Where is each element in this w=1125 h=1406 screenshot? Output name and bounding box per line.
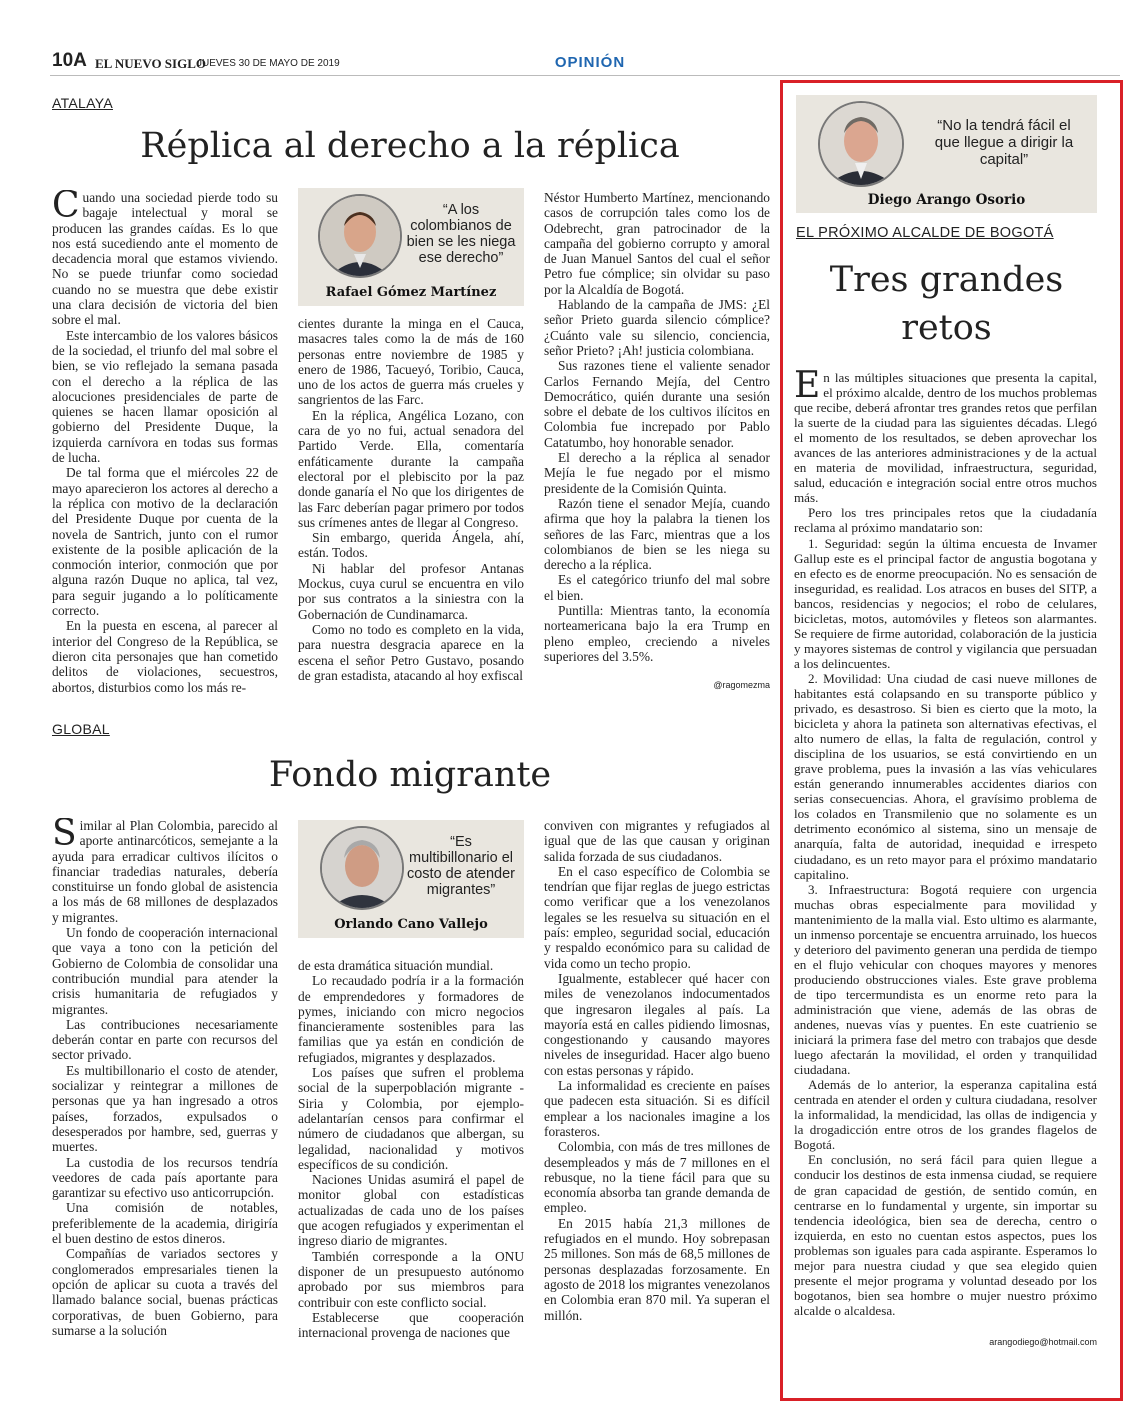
header-rule bbox=[50, 75, 1120, 76]
article3-author-name: Diego Arango Osorio bbox=[867, 192, 1026, 208]
page-number: 10A bbox=[52, 50, 87, 71]
article2-pull-quote-box bbox=[298, 820, 524, 938]
paragraph: Una comisión de notables, preferiblemente de la academia, dirigiría el buen destino de estos dineros. bbox=[52, 1200, 278, 1247]
paragraph: En la puesta en escena, al parecer al interior del Congreso de la República, se dieron cita personajes que han cometido delitos de violaciones, secuestros, abortos, disturbios como los más re- bbox=[52, 618, 278, 695]
article1-pull-quote: “A los colombianos de bien se les niega ese derecho” bbox=[406, 202, 516, 266]
newspaper-name: EL NUEVO SIGLO bbox=[95, 56, 206, 71]
paragraph: De tal forma que el miércoles 22 de mayo aparecieron los actores al derecho a la réplica con motivo de la declaración del Presidente Duque por cuenta de la novela de Santrich, junto con el rumor existente de la posible aplicación de la conmoción interior, conmoción que por alguna razón Duque no aplica, tal vez, para seguir jugando a lo políticamente correcto. bbox=[52, 465, 278, 619]
paragraph: 2. Movilidad: Una ciudad de casi nueve millones de habitantes está colapsando en su transporte público y privado, es desastroso. Si bien es cierto que la moto, la bicicleta y ahora la patineta son alternativas efectivas, el alto numero de ellas, la falta de regulación, control y disciplina de los usuarios, se está convirtiendo en un grave problema, pues la invasión a las vías vehiculares están generando innumerables accidentes diarios con serias consecuencias. Ahora, el gravísimo problema de los colados en Transmilenio que no solamente es un detrimento económico al sistema, sino un mensaje de anarquía, falta de autoridad, inequidad e irrespeto ciudadano, es un reto mayor para el próximo mandatario capitalino. bbox=[794, 670, 1097, 882]
paragraph: Pero los tres principales retos que la ciudadanía reclama al próximo mandatario son: bbox=[794, 505, 1097, 536]
paragraph: Un fondo de cooperación internacional que vaya a tono con la petición del Gobierno de Colombia de consolidar una contribución mundial para atender la crisis humanitaria de refugiados y migrantes. bbox=[52, 925, 278, 1017]
paragraph: 1. Seguridad: según la última encuesta de Invamer Gallup este es el principal factor de angustia bogotana y en efecto es de enorme preocupación. No es sensación de inseguridad, es realidad. Los atracos en buses del SITP, a bancos, residencias y negocios; el robo de celulares, bicicletas, motos, automóviles y fleteos son alarmantes. Se requiere de firme autoridad, colaboración de la justicia y mayores sistemas de control y vigilancia que persuadan a los delincuentes. bbox=[794, 535, 1097, 671]
paragraph: Lo recaudado podría ir a la formación de emprendedores y formadores de pymes, iniciando con micro negocios financieramente sostenibles para las familias que ya están en condición de refugiados, migrantes y desplazados. bbox=[298, 973, 524, 1065]
paragraph: En las múltiples situaciones que presenta la capital, el próximo alcalde, dentro de los muchos problemas que recibe, deberá afrontar tres grandes retos que perfilan la suerte de la ciudad para las siguientes décadas. Llegó el momento de los resultados, se deben aprovechar los avances de las anteriores administraciones y de la actual en materia de movilidad, infraestructura, seguridad, salud, educación e integración social entre otros muchos más. bbox=[794, 370, 1097, 506]
paragraph: En la réplica, Angélica Lozano, con cara de yo no fui, actual senadora del Partido Verde. Ella, comentaría enfáticamente durante la campaña electoral por el plebiscito por la paz donde ganaría el No que los dirigentes de las Farc deberían pagar primero por todos sus crímenes antes de llegar al Congreso. bbox=[298, 407, 524, 530]
paragraph: Igualmente, establecer qué hacer con miles de venezolanos indocumentados que ingresaron ilegales al país. La mayoría está en calles pidiendo limosnas, congestionando y causando mayores niveles de inseguridad. Hacer algo bueno con estas personas y rápido. bbox=[544, 970, 770, 1078]
article3-kicker: EL PRÓXIMO ALCALDE DE BOGOTÁ bbox=[796, 225, 1054, 241]
paragraph: Colombia, con más de tres millones de desempleados y más de 7 millones en el rebusque, no la tiene fácil para que su economía absorba tan grande demanda de empleo. bbox=[544, 1139, 770, 1216]
paragraph: Establecerse que cooperación internacional provenga de naciones que bbox=[298, 1309, 524, 1341]
article1-pull-quote-box bbox=[298, 188, 524, 306]
article3-pull-quote-box bbox=[796, 95, 1097, 213]
article2-pull-quote: “Es multibillonario el costo de atender migrantes” bbox=[406, 834, 516, 898]
article3-pull-quote: “No la tendrá fácil el que llegue a dirigir la capital” bbox=[934, 117, 1074, 168]
article1-headline: Réplica al derecho a la réplica bbox=[140, 126, 680, 166]
paragraph: La custodia de los recursos tendría veedores de cada país aportante para garantizar su efectivo uso anticorrupción. bbox=[52, 1154, 278, 1201]
paragraph: Razón tiene el senador Mejía, cuando afirma que hoy la palabra la tienen los señores de las Farc, mientras que a los colombianos de bien se les niega su derecho a la réplica. bbox=[544, 495, 770, 573]
paragraph: Néstor Humberto Martínez, mencionando casos de corrupción tales como los de Odebrecht, gran patrocinador de la campaña del gobierno corrupto y amoral de Juan Manuel Santos del cual el señor Petro fue cómplice; sin olvidar su paso por la Alcaldía de Bogotá. bbox=[544, 190, 770, 297]
paragraph: Hablando de la campaña de JMS: ¿El señor Prieto guarda silencio cómplice? ¿Cuánto vale su silencio, conciencia, señor Prieto? ¡Ah! justicia colombiana. bbox=[544, 297, 770, 358]
paragraph: Compañías de variados sectores y conglomerados empresariales tienen la opción de aplicar su cuota a través del llamado balance social, buenas prácticas corporativas, de buen Gobierno, para sumarse a la solución bbox=[52, 1246, 278, 1338]
article2-column-3 bbox=[544, 818, 770, 1353]
author-photo bbox=[318, 194, 402, 278]
author-photo bbox=[320, 826, 404, 910]
article1-author-name: Rafael Gómez Martínez bbox=[325, 285, 497, 300]
paragraph: de esta dramática situación mundial. bbox=[298, 958, 494, 973]
paragraph: El derecho a la réplica al senador Mejía le fue negado por el mismo presidente de la Comisión Quinta. bbox=[544, 450, 770, 496]
article2-kicker: GLOBAL bbox=[52, 721, 110, 737]
paragraph: 3. Infraestructura: Bogotá requiere con urgencia muchas obras especialmente para movilidad y mantenimiento de la malla vial. Esto ultimo es alarmante, un inmenso porcentaje se encuentra arruinado, los huecos y deterioro del pavimento generan una perdida de tiempo en el flujo vehicular con choques mayores y menores produciendo obstrucciones viales. Este grave problema de tipo tercermundista es un enorme reto para la administración que viene, además de las obras de andenes, nuevas vías y puentes. En este cuatrienio se iniciará la primera fase del metro con trabajos que desde luego afectarán la movilidad, el orden y tranquilidad ciudadana. bbox=[794, 881, 1097, 1078]
article1-column-1 bbox=[52, 190, 278, 695]
article1-signature: @ragomezma bbox=[713, 680, 770, 690]
article3-body bbox=[794, 370, 1097, 1335]
edition-date: JUEVES 30 DE MAYO DE 2019 bbox=[197, 58, 340, 69]
author-photo bbox=[818, 101, 904, 187]
paragraph: En 2015 había 21,3 millones de refugiados en el mundo. Hoy sobrepasan 25 millones. Son más de 68,5 millones de personas desplazadas forzosamente. En agosto de 2018 los migrantes venezolanos en Colombia eran 870 mil. Ya superan el millón. bbox=[544, 1215, 770, 1323]
article3-author-email: arangodiego@hotmail.com bbox=[989, 1337, 1097, 1347]
paragraph: Este intercambio de los valores básicos de la sociedad, el triunfo del mal sobre el bien, se vio reflejado la semana pasada con el derecho a la réplica de las alocuciones presidenciales de parte de quienes se hacen llamar oposición al gobierno del Presidente Duque, la izquierda carnívora en todas sus formas de lucha. bbox=[52, 327, 278, 466]
article2-column-1 bbox=[52, 818, 278, 1353]
paragraph: cientes durante la minga en el Cauca, masacres tales como la de más de 160 personas entre noviembre de 1985 y enero de 1986, Tacueyó, Toribio, Cauca, uno de los actos de guerra más crueles y sangrientos de las Farc. bbox=[298, 316, 524, 408]
article1-kicker: ATALAYA bbox=[52, 95, 113, 111]
paragraph: Los países que sufren el problema social de la superpoblación migrante -Siria y Colombia, por ejemplo- adelantarían censos para confirmar el número de ciudadanos que albergan, su legalidad, nacionalidad y motivos específicos de su condición. bbox=[298, 1065, 524, 1172]
section-title: OPINIÓN bbox=[554, 54, 626, 71]
paragraph: Como no todo es completo en la vida, para nuestra desgracia aparece en la escena el señor Petro Gustavo, posando de gran estadista, atacando al hoy exfiscal bbox=[298, 621, 524, 683]
paragraph: Sus razones tiene el valiente senador Carlos Fernando Mejía, del Centro Democrático, quién durante una sesión sobre el debate de los cultivos ilícitos en Colombia fue increpado por Pablo Catatumbo, hoy honorable senador. bbox=[544, 358, 770, 450]
article3-headline: Tres grandes retos bbox=[829, 260, 1064, 348]
paragraph: Es multibillonario el costo de atender, socializar y reintegrar a millones de personas que ya han ingresado a otros países, forzados, expulsados o desesperados por hambre, sed, guerras y muertes. bbox=[52, 1062, 278, 1155]
article2-column-2 bbox=[298, 958, 524, 1353]
paragraph: La informalidad es creciente en países que padecen esta situación. Si es difícil emplear a los nacionales imagine a los forasteros. bbox=[544, 1078, 770, 1139]
paragraph: Es el categórico triunfo del mal sobre el bien. bbox=[544, 572, 770, 603]
paragraph: En conclusión, no será fácil para quien llegue a conducir los destinos de esta inmensa ciudad, se requiere de gran capacidad de gestión, de sentido común, en centrarse en lo fundamental y urgente, sin importar su tendencia ideológica, bien sea de derecha, centro o izquierda, en esto no cuentan estos aspectos, pues los problemas son iguales para cada aspirante. Esperamos lo mejor para nuestra ciudad y que sea elegido quien presente el mejor programa y voluntad deseado por los bogotanos, bien sea hombre o mujer nuestro próximo alcalde o alcaldesa. bbox=[794, 1152, 1097, 1318]
article2-author-name: Orlando Cano Vallejo bbox=[334, 917, 488, 932]
paragraph: Similar al Plan Colombia, parecido al aporte antinarcóticos, semejante a la ayuda para erradicar cultivos ilícitos o financiar tradedias naturales, debería constituirse un fondo global de asistencia a los más de 68 millones de desplazados y migrantes. bbox=[52, 818, 278, 925]
paragraph: conviven con migrantes y refugiados al igual que de las que causan y originan salida forzada de sus ciudadanos. bbox=[544, 818, 770, 864]
paragraph: Puntilla: Mientras tanto, la economía norteamericana bajo la era Trump en pleno empleo, creciendo a niveles superiores del 3.5%. bbox=[544, 603, 770, 664]
paragraph: Cuando una sociedad pierde todo su bagaje intelectual y moral se producen las grandes caídas. Es lo que nos está sucediendo ante el momento de decadencia moral que estamos viviendo. No se puede triunfar como sociedad cuando no se muestra que debe existir una clara decisión de victoria del bien sobre el mal. bbox=[52, 190, 278, 328]
paragraph: Además de lo anterior, la esperanza capitalina está centrada en atender el orden y cultura ciudadana, resolver la informalidad, la mendicidad, las ollas de indigencia y la drogadicción entre otros de los grandes flagelos de Bogotá. bbox=[794, 1077, 1097, 1153]
paragraph: Sin embargo, querida Ángela, ahí, están. Todos. bbox=[298, 530, 524, 561]
article1-column-2 bbox=[298, 316, 524, 696]
paragraph: Naciones Unidas asumirá el papel de monitor global con estadísticas actualizadas de cada uno de los países que acogen refugiados y experimentan el ingreso diario de migrantes. bbox=[298, 1172, 524, 1249]
article1-column-3 bbox=[544, 190, 770, 680]
article2-headline: Fondo migrante bbox=[268, 755, 552, 795]
paragraph: En el caso específico de Colombia se tendrían que fijar reglas de juego estrictas como verificar que a los venezolanos legales se les resuelva su situación en el país: empleo, seguridad social, educación y respaldo económico para su calidad de vida como un techo propio. bbox=[544, 863, 770, 971]
paragraph: Las contribuciones necesariamente deberán contar en parte con recursos del sector privado. bbox=[52, 1016, 278, 1063]
paragraph: Ni hablar del profesor Antanas Mockus, cuya curul se encuentra en vilo por sus contratos a la siniestra con la Gobernación de Cundinamarca. bbox=[298, 560, 524, 622]
paragraph: También corresponde a la ONU disponer de un presupuesto autónomo aprobado por sus miembros para contribuir con este conflicto social. bbox=[298, 1248, 524, 1310]
